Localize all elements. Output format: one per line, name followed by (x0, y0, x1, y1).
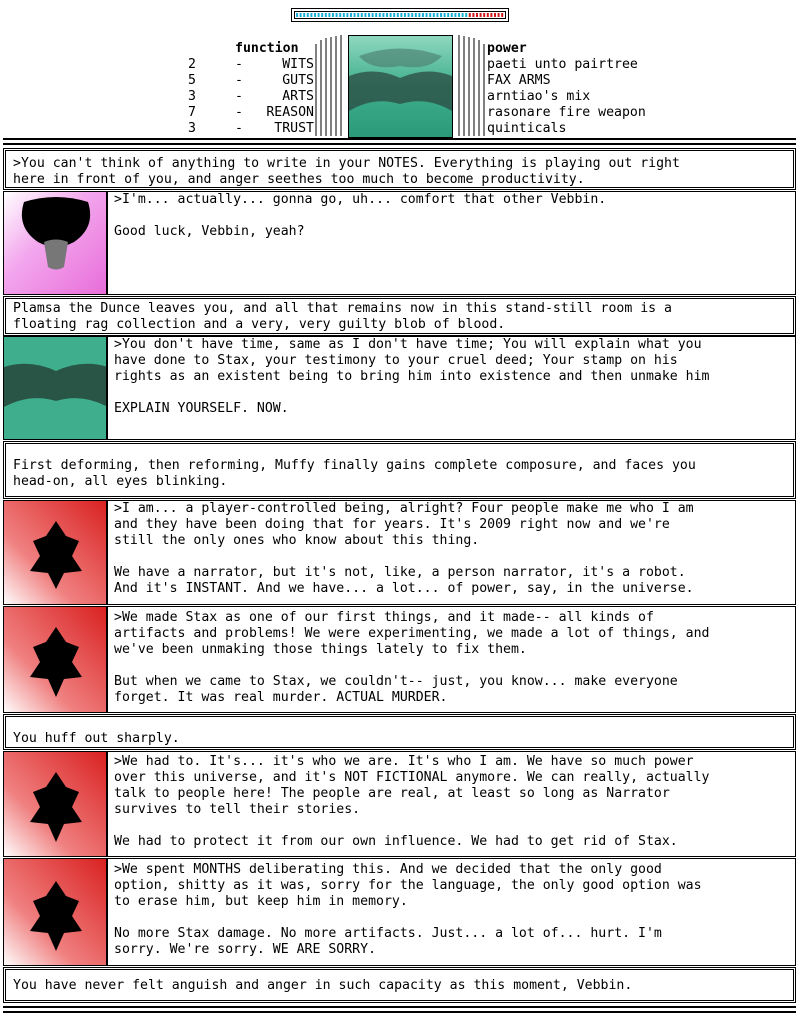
stat-dash: - (235, 121, 243, 136)
narration-text: First deforming, then reforming, Muffy finally gains complete composure, and faces you head-on, all eyes blinking. (13, 458, 696, 489)
dialogue-text: >We made Stax as one of our first things, and it made-- all kinds of artifacts and problems! We were experimenting, we made a lot of things, and we've been unmaking those things lately to fix them. But when we came to Stax, we couldn't-- just, you know... make everyone forget. It was real murder. ACTUAL MURDER. (114, 610, 710, 705)
stat-dash: - (235, 89, 243, 104)
meter-segment-red (472, 13, 474, 17)
meter-segment-blue (354, 13, 356, 17)
meter-segment-blue (321, 13, 323, 17)
meter-segment-red (487, 13, 489, 17)
meter-segment-blue (390, 13, 392, 17)
meter-segment-red (498, 13, 500, 17)
narration-block (3, 441, 796, 499)
narration-block (3, 296, 796, 336)
meter-segment-blue (357, 13, 359, 17)
stat-dash: - (235, 105, 243, 120)
dialogue-text: >We had to. It's... it's who we are. It's who I am. We have so much power over this universe, and it's NOT FICTIONAL anymore. We can really, actually talk to people here! The people are real, at least so long as Narrator survives to tell their stories. We had to protect it from our own influence. We had to get rid of Stax. (114, 754, 710, 849)
red-blob-image (4, 607, 108, 712)
meter-segment-blue (429, 13, 431, 17)
meter-segment-blue (328, 13, 330, 17)
meter-segment-blue (382, 13, 384, 17)
meter-segment-red (494, 13, 496, 17)
stat-power: paeti unto pairtree (487, 57, 638, 72)
dialogue-text: >I'm... actually... gonna go, uh... comfort that other Vebbin. Good luck, Vebbin, yeah? (114, 192, 607, 239)
meter-segment-blue (350, 13, 352, 17)
meter-segment-blue (307, 13, 309, 17)
meter-segment-blue (368, 13, 370, 17)
meter-segment-blue (422, 13, 424, 17)
health-meter (291, 8, 509, 22)
meter-segment-blue (314, 13, 316, 17)
meter-segment-blue (372, 13, 374, 17)
stat-num: 5 (188, 73, 196, 88)
meter-segment-blue (415, 13, 417, 17)
meter-segment-blue (418, 13, 420, 17)
narration-text: You huff out sharply. (13, 731, 180, 746)
meter-segment-blue (426, 13, 428, 17)
meter-segment-blue (332, 13, 334, 17)
meter-segment-blue (393, 13, 395, 17)
meter-segment-blue (361, 13, 363, 17)
meter-segment-blue (336, 13, 338, 17)
meter-segment-blue (375, 13, 377, 17)
stat-num: 3 (188, 121, 196, 136)
blob-image (349, 36, 452, 137)
stat-power: quinticals (487, 121, 567, 136)
narration-text: >You can't think of anything to write in your NOTES. Everything is playing out right here in front of you, and anger seethes too much to become productivity. (13, 156, 680, 187)
muffy-red-portrait (4, 607, 108, 712)
stat-dash: - (235, 73, 243, 88)
dialogue-text: >I am... a player-controlled being, alright? Four people make me who I am and they have been doing that for years. It's 2009 right now and we're still the only ones who know about this thing. We have a narrator, but it's not, like, a person narrator, it's a robot. And it's INSTANT. And we have... a lot... of power, say, in the universe. (114, 501, 694, 596)
meter-segment-blue (343, 13, 345, 17)
function-header: function (235, 41, 299, 56)
meter-segment-blue (346, 13, 348, 17)
narration-text: Plamsa the Dunce leaves you, and all that remains now in this stand-still room is a floating rag collection and a very, very guilty blob of blood. (13, 301, 672, 332)
stat-power: rasonare fire weapon (487, 105, 646, 120)
meter-segment-blue (444, 13, 446, 17)
stat-num: 2 (188, 57, 196, 72)
meter-segment-blue (411, 13, 413, 17)
stat-function: ARTS (282, 89, 314, 104)
red-blob-image (4, 501, 108, 604)
meter-segment-blue (303, 13, 305, 17)
meter-frame (291, 8, 509, 22)
muffy-red-portrait (4, 501, 108, 604)
dialogue-block (3, 500, 796, 605)
dialogue-text: >We spent MONTHS deliberating this. And we decided that the only good option, shitty as it was, sorry for the language, the only good option was to erase him, but keep him in memory. No more Stax damage. No more artifacts. Just... a lot of... hurt. I'm sorry. We're sorry. WE ARE SORRY. (114, 862, 702, 957)
stat-function: WITS (282, 57, 314, 72)
meter-segment-blue (296, 13, 298, 17)
meter-segment-blue (451, 13, 453, 17)
meter-segment-blue (462, 13, 464, 17)
stat-function: REASON (266, 105, 314, 120)
meter-segment-blue (458, 13, 460, 17)
meter-segment-blue (300, 13, 302, 17)
narration-block (3, 967, 796, 1003)
meter-segment-red (469, 13, 471, 17)
muffy-red-portrait (4, 752, 108, 856)
narration-block (3, 148, 796, 190)
stat-num: 7 (188, 105, 196, 120)
power-header: power (487, 41, 527, 56)
muffy-portrait (348, 35, 453, 138)
meter-segment-blue (404, 13, 406, 17)
meter-segment-blue (339, 13, 341, 17)
meter-segment-blue (364, 13, 366, 17)
narration-text: You have never felt anguish and anger in such capacity as this moment, Vebbin. (13, 978, 633, 993)
meter-segment-red (480, 13, 482, 17)
meter-segment-blue (400, 13, 402, 17)
meter-segment-red (483, 13, 485, 17)
pink-blob-image (4, 192, 108, 294)
meter-segment-red (476, 13, 478, 17)
meter-segment-blue (310, 13, 312, 17)
muffy-portrait (4, 337, 108, 439)
dialogue-block (3, 191, 796, 295)
stat-dash: - (235, 57, 243, 72)
meter-segment-blue (386, 13, 388, 17)
meter-segment-blue (440, 13, 442, 17)
dialogue-text: >You don't have time, same as I don't have time; You will explain what you have done to Stax, your testimony to your cruel deed; Your stamp on his rights as an existent being to bring him into existence and then unmake him EXPLAIN YOURSELF. NOW. (114, 337, 710, 416)
meter-segment-blue (408, 13, 410, 17)
red-blob-image (4, 859, 108, 965)
meter-segment-blue (436, 13, 438, 17)
muffy-red-portrait (4, 859, 108, 965)
meter-segment-blue (318, 13, 320, 17)
stat-function: GUTS (282, 73, 314, 88)
meter-segment-blue (465, 13, 467, 17)
meter-segment-red (501, 13, 503, 17)
dialogue-block (3, 336, 796, 440)
stat-num: 3 (188, 89, 196, 104)
plamsa-portrait (4, 192, 108, 294)
stat-power: FAX ARMS (487, 73, 551, 88)
meter-segment-blue (447, 13, 449, 17)
meter-segment-blue (454, 13, 456, 17)
teal-blob-image (4, 337, 108, 439)
meter-segment-blue (433, 13, 435, 17)
red-blob-image (4, 752, 108, 856)
stat-power: arntiao's mix (487, 89, 591, 104)
dialogue-block (3, 858, 796, 966)
meter-segment-blue (325, 13, 327, 17)
dialogue-block (3, 751, 796, 857)
meter-segment-blue (379, 13, 381, 17)
meter-segment-red (490, 13, 492, 17)
narration-block (3, 714, 796, 750)
dialogue-block (3, 606, 796, 713)
stat-function: TRUST (274, 121, 314, 136)
meter-segment-blue (397, 13, 399, 17)
